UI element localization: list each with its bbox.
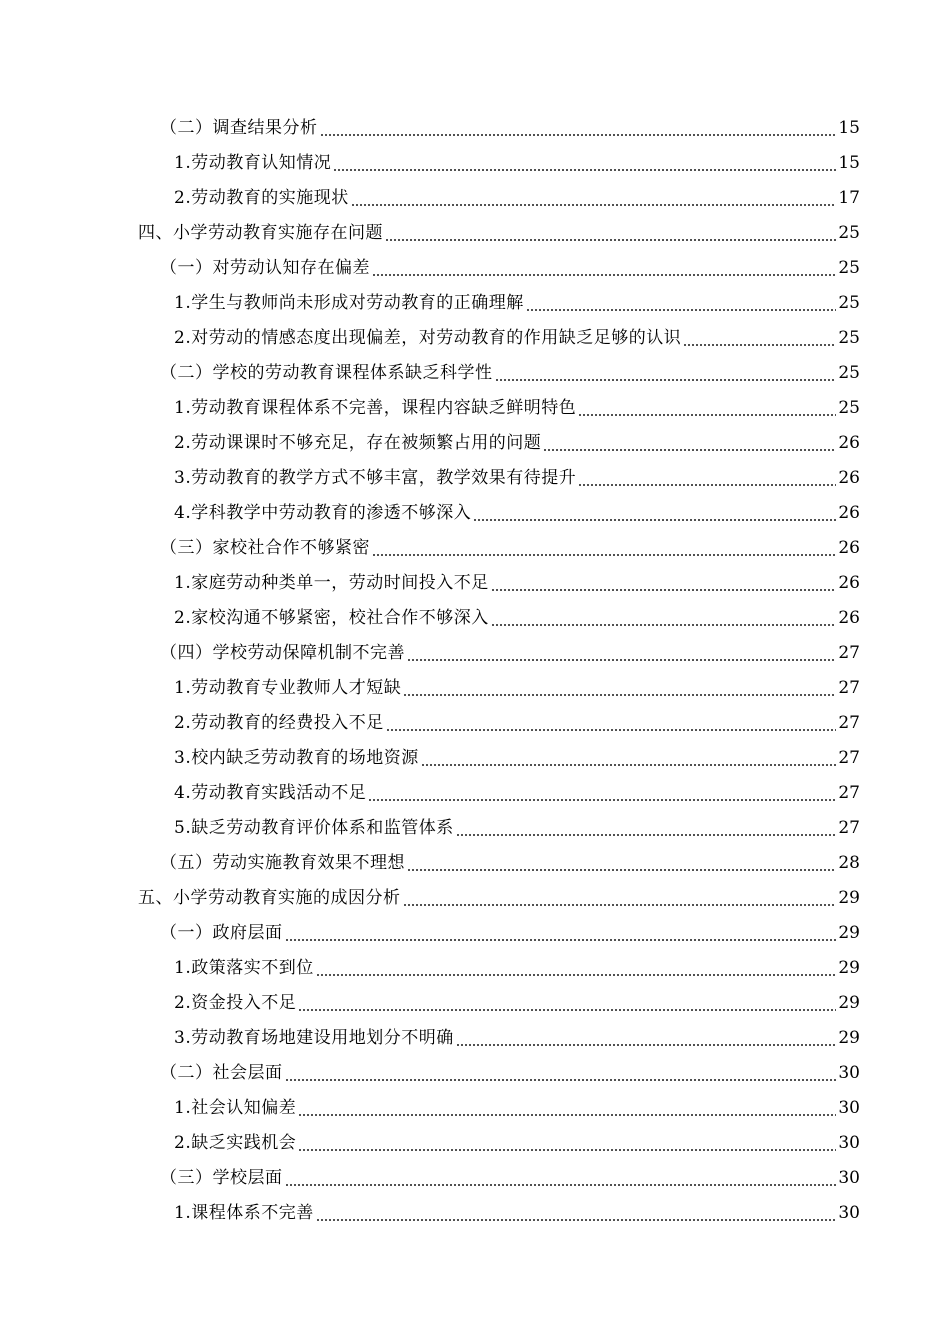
toc-entry-page-number: 27: [838, 782, 860, 803]
dot-leader: [320, 118, 837, 138]
dot-leader: [491, 608, 836, 628]
toc-entry[interactable]: [160, 1160, 950, 1195]
dot-leader: [298, 1133, 836, 1153]
dot-leader: [368, 783, 836, 803]
toc-entry[interactable]: [160, 355, 950, 390]
toc-entry-title: 2.劳动课课时不够充足，存在被频繁占用的问题: [174, 432, 542, 453]
toc-entry[interactable]: [174, 145, 950, 180]
toc-entry[interactable]: [174, 320, 950, 355]
toc-entry-title: 5.缺乏劳动教育评价体系和监管体系: [174, 817, 454, 838]
toc-entry-title: （三）学校层面: [160, 1167, 283, 1188]
dot-leader: [403, 888, 837, 908]
toc-entry-title: （二）调查结果分析: [160, 117, 318, 138]
toc-entry-title: （二）学校的劳动教育课程体系缺乏科学性: [160, 362, 493, 383]
toc-entry[interactable]: [160, 845, 950, 880]
dot-leader: [316, 1203, 836, 1223]
toc-entry-title: 1.学生与教师尚未形成对劳动教育的正确理解: [174, 292, 524, 313]
toc-entry-title: （四）学校劳动保障机制不完善: [160, 642, 405, 663]
toc-entry[interactable]: [174, 390, 950, 425]
toc-entry-title: 1.劳动教育认知情况: [174, 152, 332, 173]
toc-entry-title: 2.家校沟通不够紧密，校社合作不够深入: [174, 607, 489, 628]
dot-leader: [333, 153, 836, 173]
toc-entry-title: 1.课程体系不完善: [174, 1202, 314, 1223]
toc-entry-title: 1.政策落实不到位: [174, 957, 314, 978]
toc-entry[interactable]: [174, 460, 950, 495]
dot-leader: [285, 1063, 837, 1083]
toc-entry-title: 2.缺乏实践机会: [174, 1132, 297, 1153]
toc-entry[interactable]: [174, 740, 950, 775]
toc-entry[interactable]: [160, 250, 950, 285]
toc-entry[interactable]: [160, 530, 950, 565]
toc-entry-title: 1.社会认知偏差: [174, 1097, 297, 1118]
toc-entry-page-number: 29: [838, 992, 860, 1013]
dot-leader: [456, 818, 836, 838]
toc-entry-title: 1.家庭劳动种类单一，劳动时间投入不足: [174, 572, 489, 593]
toc-entry[interactable]: [138, 880, 950, 915]
toc-entry-page-number: 29: [838, 957, 860, 978]
toc-entry[interactable]: [174, 1195, 950, 1230]
dot-leader: [386, 713, 836, 733]
toc-entry-page-number: 17: [838, 187, 860, 208]
dot-leader: [407, 643, 836, 663]
toc-entry-page-number: 30: [838, 1062, 860, 1083]
toc-entry-page-number: 25: [838, 292, 860, 313]
toc-entry-page-number: 26: [838, 572, 860, 593]
toc-entry-title: 1.劳动教育课程体系不完善，课程内容缺乏鲜明特色: [174, 397, 577, 418]
toc-entry[interactable]: [160, 110, 950, 145]
dot-leader: [526, 293, 836, 313]
toc-entry-title: （二）社会层面: [160, 1062, 283, 1083]
dot-leader: [543, 433, 836, 453]
toc-entry[interactable]: [174, 705, 950, 740]
dot-leader: [491, 573, 836, 593]
toc-entry-page-number: 26: [838, 607, 860, 628]
dot-leader: [421, 748, 836, 768]
toc-entry-title: （三）家校社合作不够紧密: [160, 537, 370, 558]
dot-leader: [385, 223, 836, 243]
toc-entry-title: 2.劳动教育的实施现状: [174, 187, 349, 208]
toc-entry-page-number: 26: [838, 537, 860, 558]
toc-entry[interactable]: [174, 600, 950, 635]
toc-entry-title: （一）政府层面: [160, 922, 283, 943]
dot-leader: [351, 188, 836, 208]
toc-entry-page-number: 29: [838, 922, 860, 943]
toc-entry-page-number: 25: [838, 397, 860, 418]
dot-leader: [407, 853, 836, 873]
toc-entry[interactable]: [160, 915, 950, 950]
toc-entry-title: 2.对劳动的情感态度出现偏差，对劳动教育的作用缺乏足够的认识: [174, 327, 682, 348]
dot-leader: [683, 328, 836, 348]
toc-entry[interactable]: [174, 285, 950, 320]
toc-entry-page-number: 27: [838, 712, 860, 733]
toc-entry-page-number: 26: [838, 502, 860, 523]
toc-entry-page-number: 30: [838, 1167, 860, 1188]
toc-entry-page-number: 30: [838, 1097, 860, 1118]
toc-entry-page-number: 27: [838, 747, 860, 768]
toc-entry-title: 2.资金投入不足: [174, 992, 297, 1013]
toc-entry-title: 3.劳动教育的教学方式不够丰富，教学效果有待提升: [174, 467, 577, 488]
toc-entry-page-number: 27: [838, 677, 860, 698]
toc-entry-title: 4.学科教学中劳动教育的渗透不够深入: [174, 502, 472, 523]
toc-entry-page-number: 27: [838, 817, 860, 838]
toc-entry-title: （一）对劳动认知存在偏差: [160, 257, 370, 278]
toc-entry-title: 1.劳动教育专业教师人才短缺: [174, 677, 402, 698]
toc-entry[interactable]: [160, 635, 950, 670]
toc-entry[interactable]: [174, 1125, 950, 1160]
toc-entry-page-number: 29: [838, 1027, 860, 1048]
toc-entry[interactable]: [174, 495, 950, 530]
toc-entry-page-number: 29: [838, 887, 860, 908]
toc-entry-page-number: 15: [838, 152, 860, 173]
dot-leader: [403, 678, 836, 698]
toc-entry-title: 2.劳动教育的经费投入不足: [174, 712, 384, 733]
toc-entry-page-number: 26: [838, 467, 860, 488]
dot-leader: [316, 958, 836, 978]
toc-entry[interactable]: [174, 985, 950, 1020]
toc-entry-page-number: 15: [838, 117, 860, 138]
toc-entry-title: 3.劳动教育场地建设用地划分不明确: [174, 1027, 454, 1048]
dot-leader: [473, 503, 836, 523]
table-of-contents: [0, 110, 950, 1230]
toc-entry-page-number: 30: [838, 1132, 860, 1153]
toc-entry-page-number: 25: [838, 327, 860, 348]
dot-leader: [372, 258, 836, 278]
toc-entry-title: 四、小学劳动教育实施存在问题: [138, 222, 383, 243]
toc-entry[interactable]: [174, 670, 950, 705]
dot-leader: [456, 1028, 836, 1048]
toc-entry-page-number: 25: [838, 257, 860, 278]
dot-leader: [578, 468, 836, 488]
toc-entry-page-number: 27: [838, 642, 860, 663]
toc-entry[interactable]: [174, 950, 950, 985]
dot-leader: [285, 1168, 837, 1188]
dot-leader: [298, 993, 836, 1013]
toc-entry-title: 4.劳动教育实践活动不足: [174, 782, 367, 803]
dot-leader: [372, 538, 836, 558]
toc-entry[interactable]: [174, 810, 950, 845]
dot-leader: [578, 398, 836, 418]
toc-entry-title: （五）劳动实施教育效果不理想: [160, 852, 405, 873]
toc-entry-title: 五、小学劳动教育实施的成因分析: [138, 887, 401, 908]
dot-leader: [298, 1098, 836, 1118]
toc-entry[interactable]: [174, 1090, 950, 1125]
toc-entry-page-number: 25: [838, 222, 860, 243]
dot-leader: [495, 363, 837, 383]
toc-entry-title: 3.校内缺乏劳动教育的场地资源: [174, 747, 419, 768]
toc-entry-page-number: 25: [838, 362, 860, 383]
toc-entry[interactable]: [138, 215, 950, 250]
toc-entry[interactable]: [174, 775, 950, 810]
toc-entry[interactable]: [174, 1020, 950, 1055]
toc-entry[interactable]: [174, 425, 950, 460]
toc-entry[interactable]: [160, 1055, 950, 1090]
toc-entry-page-number: 26: [838, 432, 860, 453]
toc-entry-page-number: 30: [838, 1202, 860, 1223]
toc-entry[interactable]: [174, 180, 950, 215]
toc-entry[interactable]: [174, 565, 950, 600]
toc-entry-page-number: 28: [838, 852, 860, 873]
dot-leader: [285, 923, 837, 943]
